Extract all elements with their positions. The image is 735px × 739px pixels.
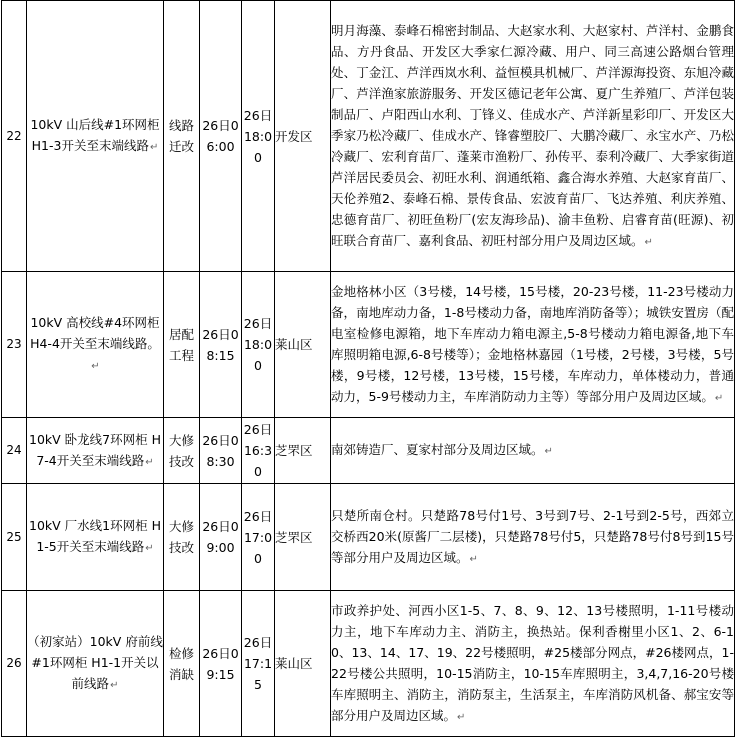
paragraph-mark-icon: ↵ [149, 142, 159, 153]
paragraph-mark-icon: ↵ [544, 446, 553, 457]
start-time: 26日08:15 [200, 272, 242, 418]
line-name: 10kV 卧龙线7环网柜 H7-4开关至末端线路↵ [27, 418, 164, 484]
end-time: 26日18:00 [242, 272, 275, 418]
outage-range: 南郊铸造厂、夏家村部分及周边区域。↵ [331, 418, 735, 484]
line-name: 10kV 厂水线1环网柜 H1-5开关至末端线路↵ [27, 484, 164, 591]
row-number: 24 [2, 418, 27, 484]
work-type: 居配工程 [164, 272, 200, 418]
outage-schedule-table [1, 0, 735, 737]
table-row [2, 484, 735, 591]
table-row [2, 418, 735, 484]
work-type: 线路迁改 [164, 1, 200, 272]
outage-range: 金地格林小区（3号楼，14号楼，15号楼，20-23号楼，11-23号楼动力备，南地库动力备，1-8号楼动力备，南地库消防备等）；城铁安置房（配电室检修电源箱，地下车库动力箱电源主,5-8号楼动力箱电源备,地下车库照明箱电源,6-8号楼等）；金地格林嘉园（1号楼，2号楼，3号楼，5号楼，9号楼，12号楼，13号楼，15号楼，车库动力，单体楼动力，普通动力，5-9号楼动力主，车库消防动力主等）等部分用户及周边区域。↵ [331, 272, 735, 418]
row-number: 22 [2, 1, 27, 272]
start-time: 26日08:30 [200, 418, 242, 484]
district: 莱山区 [275, 591, 331, 737]
end-time: 26日16:30 [242, 418, 275, 484]
paragraph-mark-icon: ↵ [145, 543, 154, 554]
end-time: 26日17:00 [242, 484, 275, 591]
district: 芝罘区 [275, 484, 331, 591]
end-time: 26日18:00 [242, 1, 275, 272]
outage-range: 市政养护处、河西小区1-5、7、8、9、12、13号楼照明，1-11号楼动力主，地下车库动力主、消防主，换热站。保利香榭里小区1、2、6-10、13、14、17、19、22号楼照明，#25楼部分网点，#26楼网点，1-22号楼公共照明，10-15消防主，10-15车库照明主，3,4,7,16-20号楼车库照明主、消防主，消防泵主，生活泵主，车库消防风机备、郝宝安等部分用户及周边区域。↵ [331, 591, 735, 737]
district: 芝罘区 [275, 418, 331, 484]
start-time: 26日06:00 [200, 1, 242, 272]
district: 莱山区 [275, 272, 331, 418]
end-time: 26日17:15 [242, 591, 275, 737]
work-type: 大修技改 [164, 484, 200, 591]
row-number: 26 [2, 591, 27, 737]
row-number: 23 [2, 272, 27, 418]
paragraph-mark-icon: ↵ [469, 553, 478, 565]
table-row [2, 591, 735, 737]
table-row [2, 272, 735, 418]
start-time: 26日09:00 [200, 484, 242, 591]
start-time: 26日09:15 [200, 591, 242, 737]
outage-range: 只楚所南仓村。只楚路78号付1号、3号到7号、2-1号到2-5号，西郊立交桥西20米(原酱厂二层楼)，只楚路78号付5，只楚路78号付8号到15号等部分用户及周边区域。↵ [331, 484, 735, 591]
paragraph-mark-icon: ↵ [91, 361, 100, 372]
line-name: 10kV 高校线#4环网柜 H4-4开关至末端线路。↵ [27, 272, 164, 418]
paragraph-mark-icon: ↵ [644, 236, 653, 248]
paragraph-mark-icon: ↵ [110, 680, 119, 691]
paragraph-mark-icon: ↵ [457, 711, 466, 723]
line-name: 10kV 山后线#1环网柜 H1-3开关至末端线路↵ [27, 1, 164, 272]
district: 开发区 [275, 1, 331, 272]
row-number: 25 [2, 484, 27, 591]
outage-range: 明月海藻、泰峰石棉密封制品、大赵家水利、大赵家村、芦洋村、金鹏食品、方丹食品、开发区大季家仁源冷藏、用户、同三高速公路烟台管理处、丁金江、芦洋西岚水利、益恒模具机械厂、芦洋源海投资、东旭冷藏厂、芦洋渔家旅游服务、开发区德记老年公寓、夏广生养殖厂、芦洋包装制品厂、卢阳西山水利、丁锋义、佳成水产、芦洋新星彩印厂、开发区大季家乃松冷藏厂、佳成水产、锋睿塑胶厂、大鹏冷藏厂、永宝水产、乃松冷藏厂、宏利育苗厂、蓬莱市渔粉厂、孙传平、泰利冷藏厂、大季家街道芦洋居民委员会、初旺水利、润通纸箱、鑫合海水养殖、大赵家育苗厂、天伦养殖2、泰峰石棉、景传食品、宏波育苗厂、飞达养殖、利庆养殖、忠德育苗厂、初旺鱼粉厂(宏友海珍品)、渝丰鱼粉、启睿育苗(旺源)、初旺联合育苗厂、嘉利食品、初旺村部分用户及周边区域。↵ [331, 1, 735, 272]
paragraph-mark-icon: ↵ [145, 456, 154, 468]
line-name: （初家站）10kV 府前线#1环网柜 H1-1开关以前线路↵ [27, 591, 164, 737]
work-type: 检修消缺 [164, 591, 200, 737]
work-type: 大修技改 [164, 418, 200, 484]
table-row [2, 1, 735, 272]
paragraph-mark-icon: ↵ [714, 392, 724, 404]
